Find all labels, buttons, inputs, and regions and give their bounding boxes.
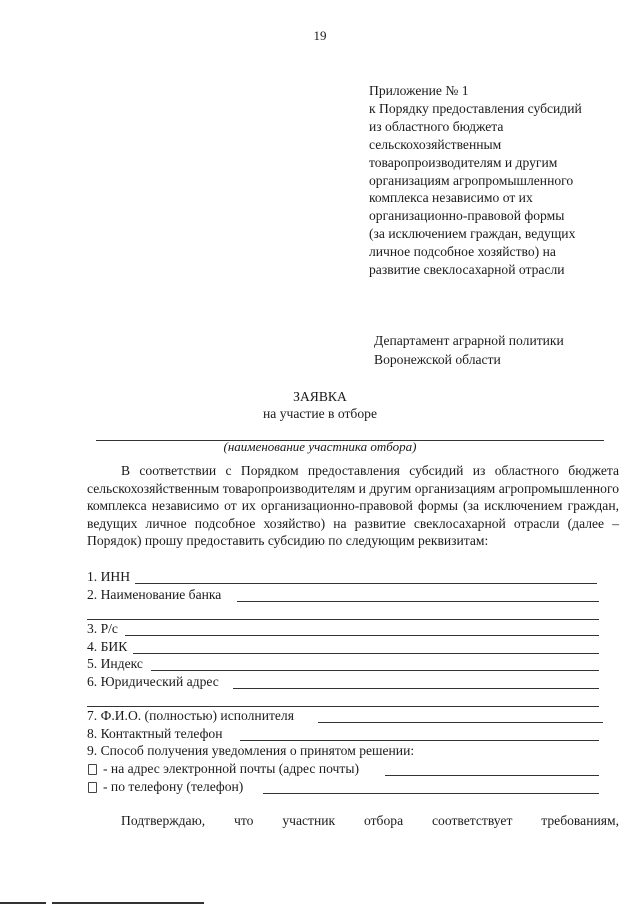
form-subtitle: на участие в отборе bbox=[263, 406, 377, 421]
appendix-line: организациям агропромышленного bbox=[369, 172, 574, 188]
appendix-line: (за исключением граждан, ведущих bbox=[369, 226, 576, 242]
executor-field[interactable] bbox=[318, 722, 603, 723]
phone-option-field[interactable] bbox=[263, 793, 599, 794]
footer-divider bbox=[0, 902, 46, 904]
executor-label: 7. Ф.И.О. (полностью) исполнителя bbox=[87, 708, 294, 723]
legal-address-field[interactable] bbox=[233, 688, 599, 689]
phone-checkbox[interactable] bbox=[88, 782, 97, 793]
confirmation-text: Подтверждаю, что участник отбора соответствует требованиям, bbox=[121, 813, 619, 828]
appendix-line: товаропроизводителям и другим bbox=[369, 154, 558, 170]
email-option-label: - на адрес электронной почты (адрес почты) bbox=[103, 761, 359, 776]
department-block bbox=[374, 331, 624, 369]
appendix-line: из областного бюджета bbox=[369, 118, 504, 134]
bank-field[interactable] bbox=[237, 601, 599, 602]
appendix-line: организационно-правовой формы bbox=[369, 208, 565, 224]
phone-field[interactable] bbox=[240, 740, 599, 741]
form-title: ЗАЯВКА bbox=[293, 389, 347, 404]
participant-caption: (наименование участника отбора) bbox=[223, 439, 417, 454]
legal-address-extra-line[interactable] bbox=[87, 706, 599, 707]
footer-divider bbox=[52, 902, 204, 904]
intro-paragraph: В соответствии с Порядком предоставления субсидий из областного бюджета сельскохозяйственным товаропроизводителям и другим организациям агропромышленного комплекса независимо от их организационно-правовой формы (за исключением граждан, ведущих личное подсобное хозяйство) на развитие свеклосахарной отрасли (далее – Порядок) прошу предоставить субсидию по следующим реквизитам: bbox=[87, 463, 619, 549]
appendix-line: комплекса независимо от их bbox=[369, 190, 533, 206]
bank-label: 2. Наименование банка bbox=[87, 587, 222, 602]
appendix-line: развитие свеклосахарной отрасли bbox=[369, 262, 565, 278]
legal-address-label: 6. Юридический адрес bbox=[87, 674, 219, 689]
bik-field[interactable] bbox=[133, 653, 599, 654]
phone-option-label: - по телефону (телефон) bbox=[103, 779, 244, 794]
email-field[interactable] bbox=[385, 775, 599, 776]
page-number: 19 bbox=[313, 28, 327, 43]
appendix-line: личное подсобное хозяйство) на bbox=[369, 244, 556, 260]
appendix-line: сельскохозяйственным bbox=[369, 136, 502, 152]
inn-field[interactable] bbox=[135, 583, 597, 584]
account-label: 3. Р/с bbox=[87, 621, 118, 636]
appendix-line: к Порядку предоставления субсидий bbox=[369, 100, 582, 116]
bank-field-extra-line[interactable] bbox=[87, 619, 599, 620]
department-name: Департамент аграрной политики bbox=[374, 333, 564, 348]
appendix-block bbox=[369, 82, 619, 279]
account-field[interactable] bbox=[125, 635, 599, 636]
appendix-line: Приложение № 1 bbox=[369, 83, 469, 98]
phone-label: 8. Контактный телефон bbox=[87, 726, 223, 741]
bik-label: 4. БИК bbox=[87, 639, 128, 654]
department-region: Воронежской области bbox=[374, 352, 501, 367]
inn-label: 1. ИНН bbox=[87, 569, 131, 584]
index-label: 5. Индекс bbox=[87, 656, 143, 671]
index-field[interactable] bbox=[151, 670, 599, 671]
notification-label: 9. Способ получения уведомления о принятом решении: bbox=[87, 743, 415, 758]
email-checkbox[interactable] bbox=[88, 764, 97, 775]
